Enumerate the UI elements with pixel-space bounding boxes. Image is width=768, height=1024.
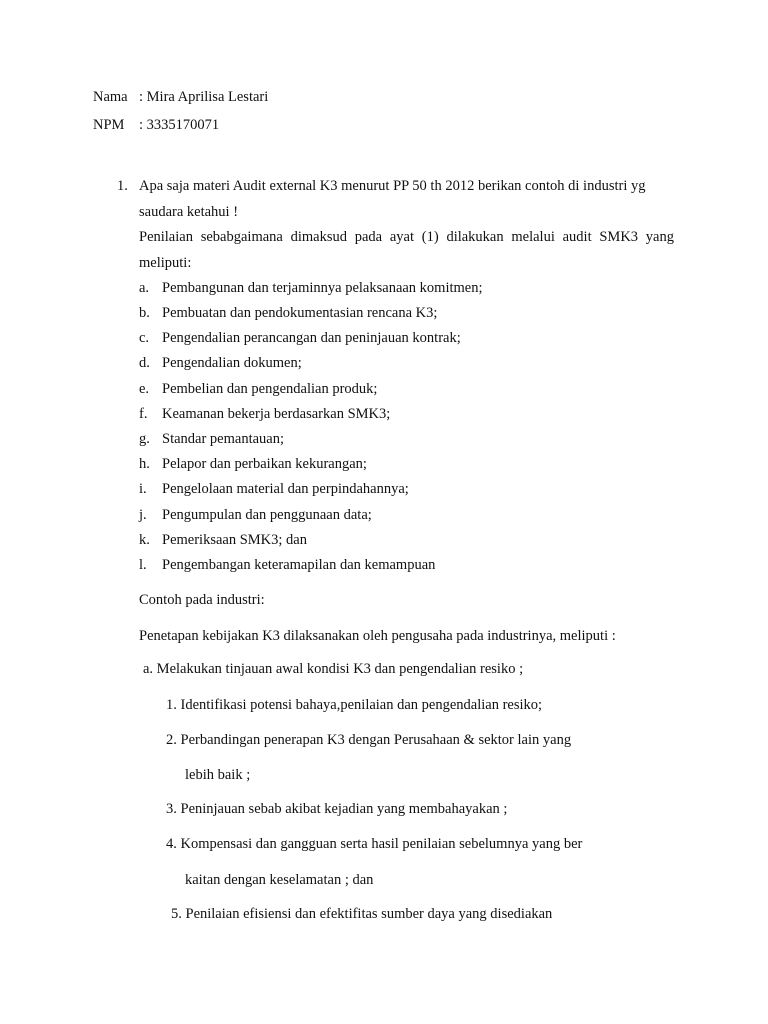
list-item-text: Pemeriksaan SMK3; dan [162,532,307,548]
list-item-text: Pembelian dan pengendalian produk; [162,381,378,397]
sub-point-5: 5. Penilaian efisiensi dan efektifitas sumber daya yang disediakan [171,906,553,922]
sub-item-a: a. Melakukan tinjauan awal kondisi K3 dan pengendalian resiko ; [143,661,524,677]
list-item-letter: a. [139,280,150,296]
list-item-text: Pembangunan dan terjaminnya pelaksanaan komitmen; [162,280,483,296]
sub-point-4-line1: 4. Kompensasi dan gangguan serta hasil penilaian sebelumnya yang ber [166,836,583,852]
sub-point-4-line2: kaitan dengan keselamatan ; dan [185,872,374,888]
list-item-text: Pengendalian perancangan dan peninjauan kontrak; [162,330,461,346]
npm-label: NPM [93,117,125,133]
list-item-text: Keamanan bekerja berdasarkan SMK3; [162,406,391,422]
list-item-letter: g. [139,431,150,447]
list-item-letter: f. [139,406,148,422]
list-item-letter: c. [139,330,150,346]
list-item-text: Pelapor dan perbaikan kekurangan; [162,456,367,472]
sub-point-1: 1. Identifikasi potensi bahaya,penilaian dan pengendalian resiko; [166,697,543,713]
list-item-letter: e. [139,381,150,397]
list-item-letter: l. [139,557,147,573]
answer-intro-line2: meliputi: [139,255,192,271]
list-item-letter: b. [139,305,150,321]
list-item-letter: h. [139,456,150,472]
contoh-heading: Contoh pada industri: [139,592,265,608]
list-item-letter: j. [139,507,147,523]
list-item-text: Standar pemantauan; [162,431,284,447]
penetapan-paragraph: Penetapan kebijakan K3 dilaksanakan oleh pengusaha pada industrinya, meliputi : [139,628,616,644]
question-number: 1. [117,178,128,194]
question-text-line1: Apa saja materi Audit external K3 menurut PP 50 th 2012 berikan contoh di industri yg [139,178,646,194]
list-item-text: Pembuatan dan pendokumentasian rencana K3; [162,305,438,321]
list-item-letter: i. [139,481,147,497]
list-item-text: Pengembangan keteramapilan dan kemampuan [162,557,436,573]
name-value: : Mira Aprilisa Lestari [139,89,269,105]
question-text-line2: saudara ketahui ! [139,204,239,220]
list-item-letter: d. [139,355,150,371]
list-item-text: Pengumpulan dan penggunaan data; [162,507,372,523]
list-item-text: Pengelolaan material dan perpindahannya; [162,481,409,497]
npm-value: : 3335170071 [139,117,220,133]
name-label: Nama [93,89,128,105]
sub-point-2-line2: lebih baik ; [185,767,251,783]
answer-intro-line1: Penilaian sebabgaimana dimaksud pada ayat (1) dilakukan melalui audit SMK3 yang [139,229,674,245]
list-item-letter: k. [139,532,150,548]
sub-point-3: 3. Peninjauan sebab akibat kejadian yang membahayakan ; [166,801,508,817]
list-item-text: Pengendalian dokumen; [162,355,302,371]
sub-point-2-line1: 2. Perbandingan penerapan K3 dengan Perusahaan & sektor lain yang [166,732,572,748]
